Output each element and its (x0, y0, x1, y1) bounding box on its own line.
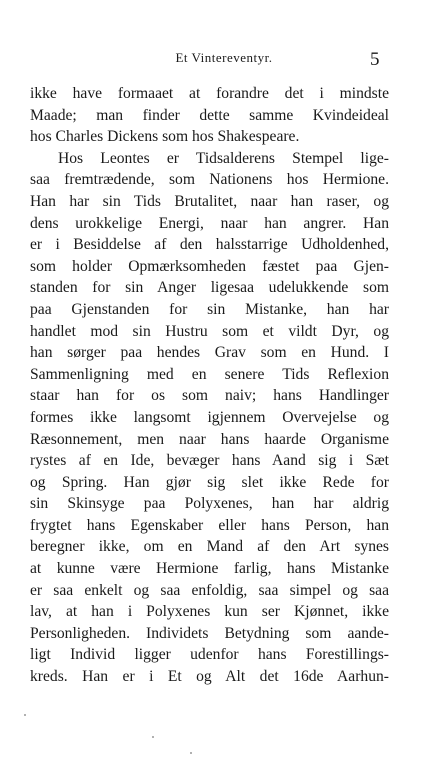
text-line: at kunne være Hermione farlig, hans Mistanke (30, 560, 389, 578)
body-text (30, 83, 389, 688)
text-line: Maade; man finder dette samme Kvindeideal (30, 106, 389, 124)
text-line: staar han for os som naiv; hans Handlinger (30, 387, 389, 405)
text-line: Hos Leontes er Tidsalderens Stempel lige- (58, 149, 389, 167)
text-line: standen for sin Anger ligesaa udelukkende som (30, 279, 389, 297)
text-line: rystes af en Ide, bevæger hans Aand sig i Sæt (30, 452, 389, 470)
text-line: beregner ikke, om en Mand af den Art synes (30, 538, 389, 556)
text-line: kreds. Han er i Et og Alt det 16de Aarhun- (30, 668, 389, 686)
text-line: ligt Individ ligger udenfor hans Forestillings- (30, 646, 389, 664)
text-line: hos Charles Dickens som hos Shakespeare. (30, 128, 300, 146)
text-line: lav, at han i Polyxenes kun ser Kjønnet, ikke (30, 603, 389, 621)
text-line: og Spring. Han gjør sig slet ikke Rede for (30, 473, 389, 491)
text-line: Han har sin Tids Brutalitet, naar han raser, og (30, 192, 389, 210)
text-line: sin Skinsyge paa Polyxenes, han har aldrig (30, 495, 389, 513)
text-line: handlet mod sin Hustru som et vildt Dyr, og (30, 322, 389, 340)
text-line: saa fremtrædende, som Nationens hos Hermione. (30, 171, 389, 189)
text-line: er saa enkelt og saa enfoldig, saa simpel og saa (30, 581, 389, 599)
running-title: Et Vintereventyr. (175, 50, 273, 65)
paper-speck (24, 714, 26, 716)
text-line: Sammenligning med en senere Tids Reflexion (30, 365, 389, 383)
text-line: frygtet hans Egenskaber eller hans Person, han (30, 516, 389, 534)
text-line: Personligheden. Individets Betydning som aande- (30, 624, 389, 642)
paper-speck (190, 752, 192, 754)
page-header (0, 50, 448, 70)
text-line: formes ikke langsomt igjennem Overvejelse og (30, 408, 389, 426)
text-line: han sørger paa hendes Grav som en Hund. I (30, 344, 389, 362)
text-line: paa Gjenstanden for sin Mistanke, han har (30, 300, 389, 318)
text-line: Ræsonnement, men naar hans haarde Organisme (30, 430, 389, 448)
paper-speck (152, 736, 154, 738)
text-line: er i Besiddelse af den halsstarrige Udholdenhed, (30, 236, 389, 254)
page-number: 5 (370, 49, 380, 70)
text-line: dens urokkelige Energi, naar han angrer. Han (30, 214, 389, 232)
text-line: ikke have formaaet at forandre det i mindste (30, 85, 389, 102)
text-line: som holder Opmærksomheden fæstet paa Gjen- (30, 257, 389, 275)
